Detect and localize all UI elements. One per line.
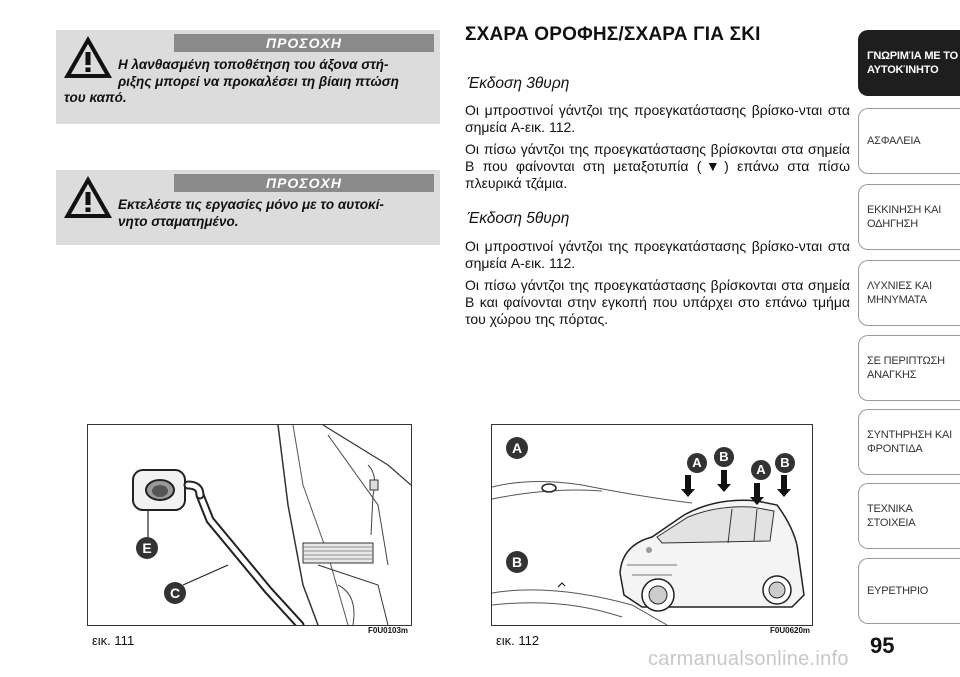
figure-112 <box>491 424 813 626</box>
label-b-detail: B <box>506 551 528 573</box>
page-number: 95 <box>870 633 895 658</box>
tab-technical-data[interactable]: ΤΕΧΝΙΚΑ ΣΤΟΙΧΕΙΑ <box>858 483 960 549</box>
paragraph-3-door-front: Οι μπροστινοί γάντζοι της προεγκατάστασης βρίσκο-νται στα σημεία A-εικ. 112. <box>465 102 850 135</box>
tab-emergency[interactable]: ΣΕ ΠΕΡΙΠΤΩΣΗ ΑΝΑΓΚΗΣ <box>858 335 960 401</box>
warning-triangle-icon <box>62 174 114 220</box>
tab-lights-messages[interactable]: ΛΥΧΝΙΕΣ ΚΑΙ ΜΗΝΥΜΑΤΑ <box>858 260 960 326</box>
warning-box-hood <box>56 30 440 124</box>
label-e: E <box>136 537 158 559</box>
label-b-rear-right: B <box>775 453 795 473</box>
warning-text: Η λανθασμένη τοποθέτηση του άξονα στή- ριξης μπορεί να προκαλέσει τη βίαιη πτώση <box>118 57 399 89</box>
paragraph-3-door-rear: Οι πίσω γάντζοι της προεγκατάστασης βρίσκονται στα σημεία B που φαίνονται στη μεταξοτυπία (▼) επάνω στα πίσω πλευρικά τζάμια. <box>465 141 850 191</box>
figure-112-caption: εικ. 112 <box>496 633 540 648</box>
tab-getting-to-know[interactable]: ΓΝΩΡΙΜΊΑ ΜΕ ΤΟ ΑΥΤΟΚΊΝΗΤΟ <box>858 30 960 96</box>
label-c: C <box>164 582 186 604</box>
watermark: carmanualsonline.info <box>648 648 849 670</box>
label-b-rear-left: B <box>714 447 734 467</box>
figure-112-code: F0U0620m <box>770 626 811 635</box>
figure-111-code: F0U0103m <box>368 626 409 635</box>
tab-index[interactable]: ΕΥΡΕΤΗΡΙΟ <box>858 558 960 624</box>
label-a-detail: A <box>506 437 528 459</box>
car-roof-illustration <box>492 425 812 625</box>
tab-starting-driving[interactable]: ΕΚΚΙΝΗΣΗ ΚΑΙ ΟΔΗΓΗΣΗ <box>858 184 960 250</box>
hood-prop-illustration <box>88 425 411 625</box>
heading-3-door: Έκδοση 3θυρη <box>467 75 570 92</box>
tab-maintenance[interactable]: ΣΥΝΤΗΡΗΣΗ ΚΑΙ ΦΡΟΝΤΙΔΑ <box>858 409 960 475</box>
warning-triangle-icon <box>62 34 114 80</box>
warning-title: ΠΡΟΣΟΧΗ <box>174 174 434 192</box>
paragraph-5-door-rear: Οι πίσω γάντζοι της προεγκατάστασης βρίσκονται στα σημεία B και φαίνονται στην εγκοπή που υπάρχει στο επάνω τμήμα του χώρου της πόρτας. <box>465 277 850 327</box>
warning-box-stopped <box>56 170 440 245</box>
section-title: ΣΧΑΡΑ ΟΡΟΦΗΣ/ΣΧΑΡΑ ΓΙΑ ΣΚΙ <box>465 24 761 45</box>
label-a-front-right: A <box>751 460 771 480</box>
warning-text-end: του καπό. <box>64 90 127 105</box>
tab-safety[interactable]: ΑΣΦΑΛΕΙΑ <box>858 108 960 174</box>
label-a-front-left: A <box>687 453 707 473</box>
figure-111 <box>87 424 412 626</box>
figure-111-caption: εικ. 111 <box>92 633 135 648</box>
paragraph-5-door-front: Οι μπροστινοί γάντζοι της προεγκατάστασης βρίσκο-νται στα σημεία A-εικ. 112. <box>465 238 850 271</box>
heading-5-door: Έκδοση 5θυρη <box>467 210 570 227</box>
warning-text: Εκτελέστε τις εργασίες μόνο με το αυτοκί- νητο σταματημένο. <box>118 197 384 229</box>
warning-title: ΠΡΟΣΟΧΗ <box>174 34 434 52</box>
